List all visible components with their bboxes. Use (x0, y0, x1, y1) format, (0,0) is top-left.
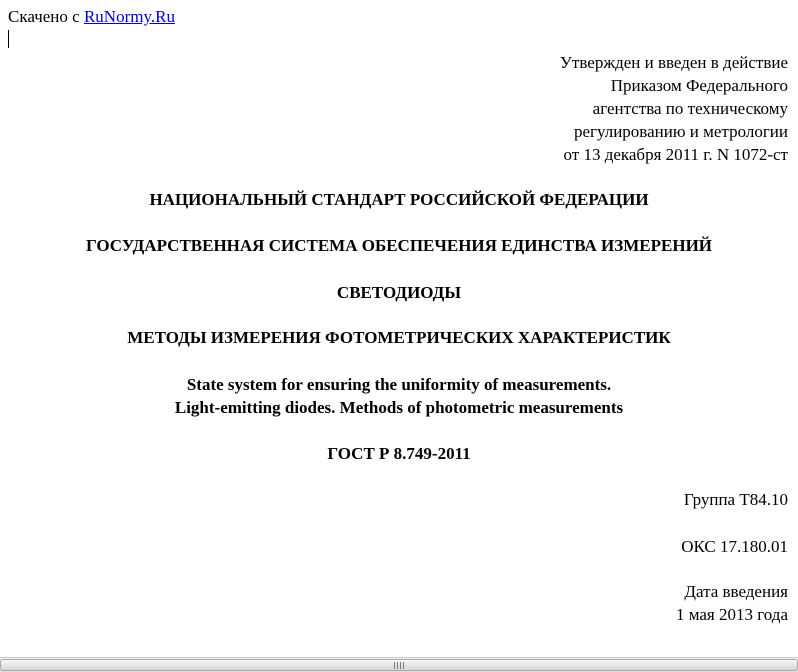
downloaded-prefix: Скачено с (8, 7, 80, 26)
oks-code: ОКС 17.180.01 (681, 537, 788, 556)
national-standard-title: НАЦИОНАЛЬНЫЙ СТАНДАРТ РОССИЙСКОЙ ФЕДЕРАЦИИ (149, 190, 649, 209)
approval-line-5: от 13 декабря 2011 г. N 1072-ст (563, 145, 788, 164)
approval-line-4: регулированию и метрологии (573, 122, 788, 141)
downloaded-from-line (8, 5, 175, 28)
group-code: Группа Т84.10 (683, 490, 788, 509)
gost-code: ГОСТ Р 8.749-2011 (327, 444, 471, 463)
approval-line-1: Утвержден и введен в действие (559, 53, 788, 72)
approval-line-3: агентства по техническому (592, 99, 788, 118)
state-system-title: ГОСУДАРСТВЕННАЯ СИСТЕМА ОБЕСПЕЧЕНИЯ ЕДИНСТВА ИЗМЕРЕНИЙ (85, 236, 713, 255)
runormy-link[interactable]: RuNormy.Ru (83, 7, 175, 26)
text-cursor (8, 30, 9, 48)
english-title-line-2: Light-emitting diodes. Methods of photometric measurements (174, 398, 624, 417)
methods-title: МЕТОДЫ ИЗМЕРЕНИЯ ФОТОМЕТРИЧЕСКИХ ХАРАКТЕРИСТИК (127, 328, 671, 347)
english-title-line-1: State system for ensuring the uniformity of measurements. (186, 375, 612, 394)
scrollbar-thumb[interactable] (0, 659, 798, 671)
intro-date-label: Дата введения (684, 582, 788, 601)
intro-date-value: 1 мая 2013 года (675, 605, 788, 624)
grip-icon (394, 662, 406, 669)
horizontal-scrollbar[interactable] (0, 657, 798, 672)
approval-line-2: Приказом Федерального (610, 76, 788, 95)
subject-title: СВЕТОДИОДЫ (336, 283, 462, 302)
